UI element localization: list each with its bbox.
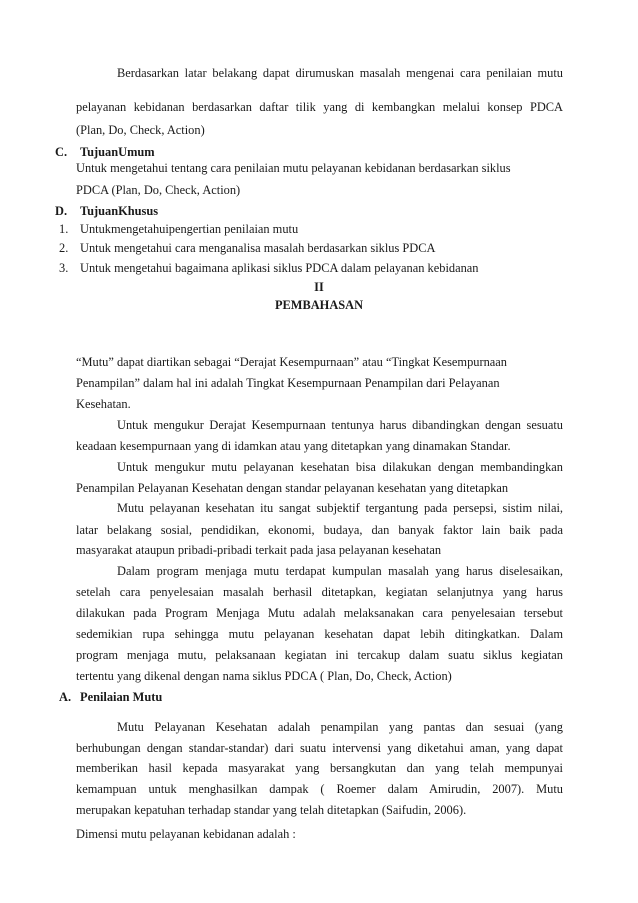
body-line: Penampilan” dalam hal ini adalah Tingkat Kesempurnaan Penampilan dari Pelayanan bbox=[76, 376, 500, 390]
body-line: Untuk mengukur mutu pelayanan kesehatan bisa dilakukan dengan membandingkan bbox=[117, 460, 563, 474]
list-item-number: 3. bbox=[59, 261, 69, 275]
section-a-line: Dimensi mutu pelayanan kebidanan adalah : bbox=[76, 827, 296, 841]
section-d-title: TujuanKhusus bbox=[80, 204, 159, 218]
list-item-text: Untuk mengetahui cara menganalisa masalah berdasarkan siklus PDCA bbox=[80, 241, 436, 255]
section-c-line-2: PDCA (Plan, Do, Check, Action) bbox=[76, 183, 241, 197]
section-a-line: merupakan kepatuhan terhadap standar yang telah ditetapkan (Saifudin, 2006). bbox=[76, 803, 467, 817]
section-c-marker: C. bbox=[55, 145, 68, 159]
body-line: Mutu pelayanan kesehatan itu sangat subjektif tergantung pada persepsi, sistim nilai, bbox=[117, 501, 563, 515]
body-line: Dalam program menjaga mutu terdapat kumpulan masalah yang harus diselesaikan, bbox=[117, 564, 563, 578]
body-line: program menjaga mutu, pelaksanaan kegiatan ini tercakup dalam suatu siklus kegiatan bbox=[76, 648, 563, 662]
body-line: “Mutu” dapat diartikan sebagai “Derajat Kesempurnaan” atau “Tingkat Kesempurnaan bbox=[76, 355, 507, 369]
list-item-text: Untuk mengetahui bagaimana aplikasi siklus PDCA dalam pelayanan kebidanan bbox=[80, 261, 479, 275]
body-line: Kesehatan. bbox=[76, 397, 131, 411]
section-a-title: Penilaian Mutu bbox=[80, 690, 163, 704]
section-d-marker: D. bbox=[55, 204, 68, 218]
section-c-title: TujuanUmum bbox=[80, 145, 155, 159]
body-line: Penampilan Pelayanan Kesehatan dengan standar pelayanan kesehatan yang ditetapkan bbox=[76, 481, 509, 495]
body-line: Untuk mengukur Derajat Kesempurnaan tentunya harus dibandingkan dengan sesuatu bbox=[117, 418, 563, 432]
chapter-number: II bbox=[314, 280, 324, 294]
list-item-number: 1. bbox=[59, 222, 69, 236]
section-a-marker: A. bbox=[59, 690, 72, 704]
section-a-line: memberikan hasil kepada masyarakat yang bersangkutan dan yang telah mempunyai bbox=[76, 761, 563, 775]
body-line: setelah cara penyelesaian masalah berhasil ditetapkan, kegiatan selanjutnya yang harus bbox=[76, 585, 563, 599]
list-item-number: 2. bbox=[59, 241, 69, 255]
body-line: dilakukan pada Program Menjaga Mutu adalah melaksanakan cara penyelesaian tersebut bbox=[76, 606, 563, 620]
section-c-line-1: Untuk mengetahui tentang cara penilaian mutu pelayanan kebidanan berdasarkan siklus bbox=[76, 161, 511, 175]
intro-line-3: (Plan, Do, Check, Action) bbox=[76, 123, 205, 137]
body-line: masyarakat ataupun pribadi-pribadi terkait pada jasa pelayanan kesehatan bbox=[76, 543, 442, 557]
body-line: keadaan kesempurnaan yang di idamkan atau yang ditetapkan yang dinamakan Standar. bbox=[76, 439, 511, 453]
section-a-line: kemampuan untuk menghasilkan dampak ( Roemer dalam Amirudin, 2007). Mutu bbox=[76, 782, 563, 796]
intro-line-1: Berdasarkan latar belakang dapat dirumuskan masalah mengenai cara penilaian mutu bbox=[117, 66, 563, 80]
body-line: latar belakang sosial, pendidikan, ekonomi, budaya, dan banyak faktor lain baik pada bbox=[76, 523, 563, 537]
section-a-line: Mutu Pelayanan Kesehatan adalah penampilan yang pantas dan sesuai (yang bbox=[117, 720, 563, 734]
body-line: tertentu yang dikenal dengan nama siklus PDCA ( Plan, Do, Check, Action) bbox=[76, 669, 452, 683]
chapter-title: PEMBAHASAN bbox=[274, 298, 364, 312]
section-a-line: berhubungan dengan standar-standar) dari suatu intervensi yang diketahui aman, yang dapat bbox=[76, 741, 563, 755]
intro-line-2: pelayanan kebidanan berdasarkan daftar tilik yang di kembangkan melalui konsep PDCA bbox=[76, 100, 563, 114]
body-line: sedemikian rupa sehingga mutu pelayanan kesehatan dapat lebih ditingkatkan. Dalam bbox=[76, 627, 563, 641]
list-item-text: Untukmengetahuipengertian penilaian mutu bbox=[80, 222, 299, 236]
